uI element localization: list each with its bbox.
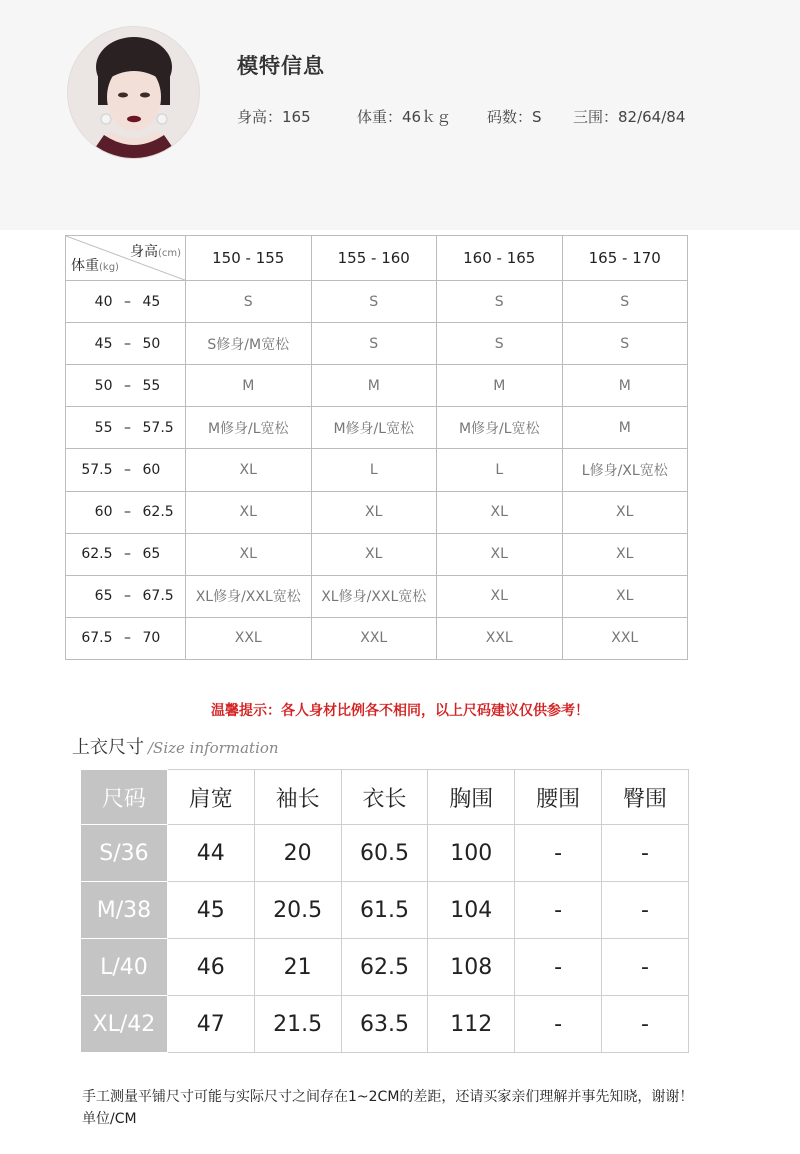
measurement-cell: 20.5 [254,882,341,939]
size-cell: M修身/L宽松 [186,407,312,449]
size-cell: XL [437,575,563,617]
column-header: 胸围 [428,770,515,825]
table-row [81,996,689,1053]
model-weight: 体重：46ｋｇ [357,108,452,126]
corner-cell [66,236,186,281]
measurement-footnote: 手工测量平铺尺寸可能与实际尺寸之间存在1~2CM的差距，还请买家亲们理解并事先知晓，谢谢！单位/CM [82,1089,694,1127]
size-measurement-table [80,769,689,1053]
table-row [81,939,689,996]
measurement-cell: 108 [428,939,515,996]
size-cell: XL [186,491,312,533]
weight-range-cell: 65 – 67.5 [66,575,186,617]
height-range-header: 160 - 165 [437,236,563,281]
size-cell: XXL [186,617,312,659]
size-cell: M [437,365,563,407]
table-row [66,365,688,407]
size-cell: L [311,449,437,491]
weight-range-cell: 57.5 – 60 [66,449,186,491]
table-row [66,617,688,659]
column-header: 衣长 [341,770,428,825]
column-header: 腰围 [515,770,602,825]
measurement-cell: 63.5 [341,996,428,1053]
model-info-title: 模特信息 [237,54,325,78]
measurement-cell: - [602,825,689,882]
measurement-cell: 60.5 [341,825,428,882]
table-row [66,575,688,617]
measurement-cell: 61.5 [341,882,428,939]
size-recommendation-table [65,235,688,660]
size-cell: S [311,323,437,365]
model-avatar [68,27,199,158]
size-label-cell: S/36 [81,825,168,882]
weight-range-cell: 62.5 – 65 [66,533,186,575]
weight-range-cell: 50 – 55 [66,365,186,407]
column-header: 袖长 [254,770,341,825]
size-cell: M修身/L宽松 [437,407,563,449]
size-cell: XL [562,533,688,575]
measurement-cell: - [515,939,602,996]
size-cell: M [562,365,688,407]
measurement-cell: - [602,996,689,1053]
size-cell: S [437,323,563,365]
measurement-cell: 62.5 [341,939,428,996]
size-cell: XL [186,449,312,491]
size-label-cell: M/38 [81,882,168,939]
height-range-header: 155 - 160 [311,236,437,281]
table-row [66,281,688,323]
model-size: 码数：S [487,108,542,126]
measurement-cell: 45 [167,882,254,939]
measurement-cell: 104 [428,882,515,939]
size-cell: S修身/M宽松 [186,323,312,365]
size-cell: S [437,281,563,323]
height-axis-label: 身高(cm) [129,244,181,260]
measurement-cell: 20 [254,825,341,882]
column-header: 尺码 [81,770,168,825]
size-cell: XL [562,491,688,533]
measurement-cell: 100 [428,825,515,882]
size-cell: XXL [437,617,563,659]
measurement-cell: - [515,996,602,1053]
size-cell: S [311,281,437,323]
measurement-cell: 21.5 [254,996,341,1053]
size-cell: S [562,323,688,365]
size-cell: XL [562,575,688,617]
size-label-cell: L/40 [81,939,168,996]
measurement-cell: 47 [167,996,254,1053]
size-label-cell: XL/42 [81,996,168,1053]
size-cell: M [562,407,688,449]
height-range-header: 150 - 155 [186,236,312,281]
weight-range-cell: 45 – 50 [66,323,186,365]
measurement-cell: 21 [254,939,341,996]
column-header: 臀围 [602,770,689,825]
size-cell: XL修身/XXL宽松 [186,575,312,617]
size-cell: XL [437,533,563,575]
measurement-cell: - [602,882,689,939]
table-row [66,533,688,575]
model-height: 身高：165 [237,108,311,126]
model-measurements: 三围：82/64/84 [573,108,686,126]
measurement-cell: 44 [167,825,254,882]
size-info-heading [72,733,279,759]
size-cell: M修身/L宽松 [311,407,437,449]
table-header-row [66,236,688,281]
size-cell: XL [186,533,312,575]
size-cell: XL [437,491,563,533]
size-cell: XL [311,491,437,533]
measurement-header-row [81,770,689,825]
size-cell: XXL [311,617,437,659]
size-info-title-en: /Size information [148,739,279,757]
measurement-cell: 46 [167,939,254,996]
size-cell: XL [311,533,437,575]
table-row [81,882,689,939]
weight-range-cell: 67.5 – 70 [66,617,186,659]
weight-axis-label: 体重(kg) [71,258,119,275]
size-cell: XXL [562,617,688,659]
measurement-cell: 112 [428,996,515,1053]
height-range-header: 165 - 170 [562,236,688,281]
size-cell: XL修身/XXL宽松 [311,575,437,617]
weight-range-cell: 40 – 45 [66,281,186,323]
size-cell: S [562,281,688,323]
table-row [66,491,688,533]
size-info-title-cn: 上衣尺寸 [72,737,144,758]
table-row [81,825,689,882]
model-stats [237,106,685,127]
weight-range-cell: 60 – 62.5 [66,491,186,533]
size-cell: L修身/XL宽松 [562,449,688,491]
measurement-cell: - [602,939,689,996]
size-warning: 温馨提示：各人身材比例各不相同，以上尺码建议仅供参考！ [211,703,589,719]
weight-range-cell: 55 – 57.5 [66,407,186,449]
measurement-cell: - [515,882,602,939]
table-row [66,407,688,449]
size-cell: L [437,449,563,491]
measurement-cell: - [515,825,602,882]
table-row [66,323,688,365]
table-row [66,449,688,491]
size-cell: M [186,365,312,407]
column-header: 肩宽 [167,770,254,825]
size-cell: M [311,365,437,407]
size-cell: S [186,281,312,323]
